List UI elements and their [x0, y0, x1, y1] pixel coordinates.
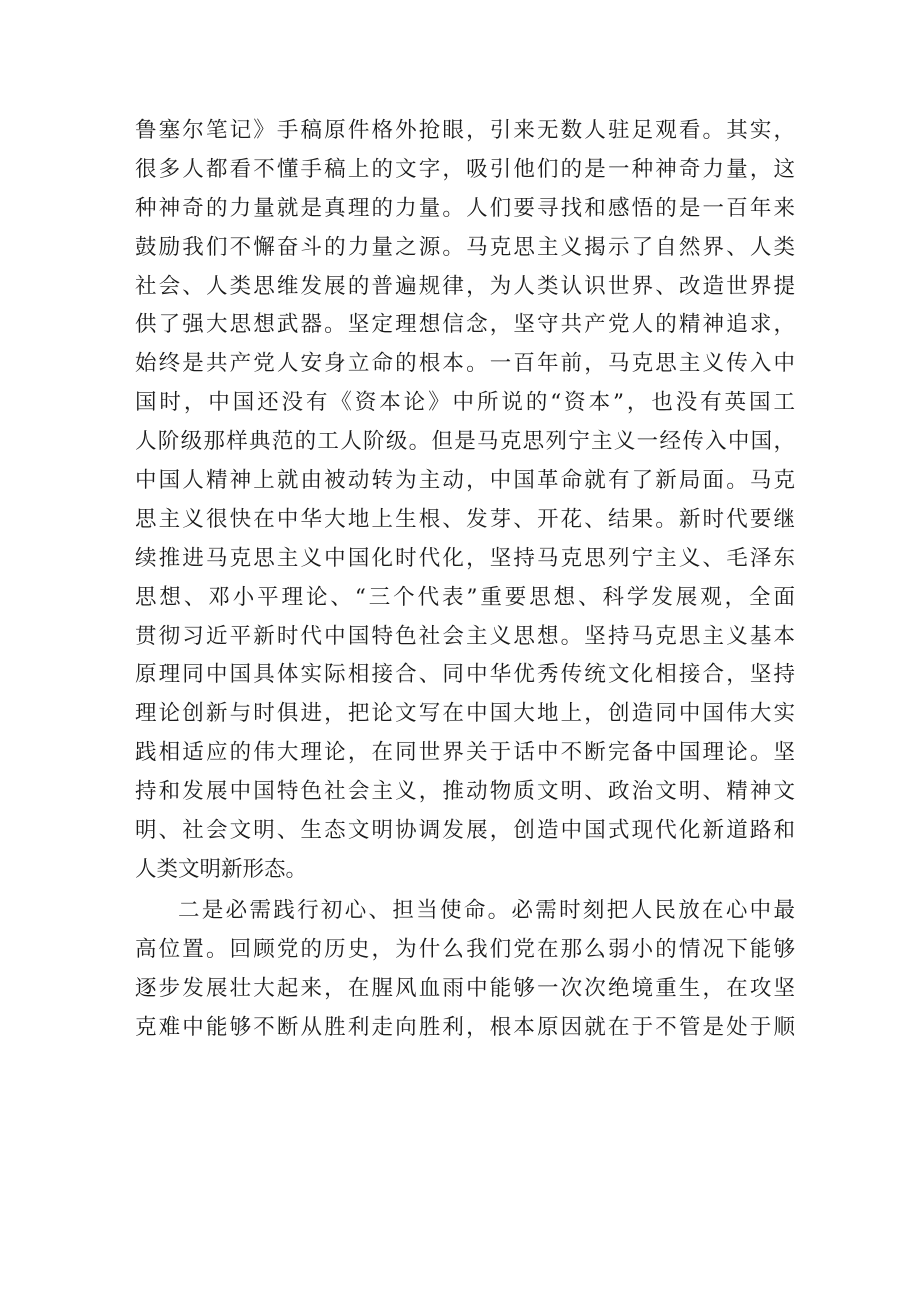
paragraph-1: [135, 112, 795, 890]
paragraph-line: 始终是共产党人安身立命的根本。一百年前，马克思主义传入中: [135, 351, 795, 377]
paragraph-line: 社会、人类思维发展的普遍规律，为人类认识世界、改造世界提: [135, 273, 795, 299]
paragraph-line: 思想、邓小平理论、“三个代表”重要思想、科学发展观，全面: [135, 584, 795, 610]
paragraph-2: [135, 892, 795, 1048]
paragraph-line: 高位置。回顾党的历史，为什么我们党在那么弱小的情况下能够: [135, 936, 795, 962]
paragraph-line: 持和发展中国特色社会主义，推动物质文明、政治文明、精神文: [135, 779, 795, 805]
paragraph-line: 人阶级那样典范的工人阶级。但是马克思列宁主义一经传入中国，: [135, 429, 795, 455]
paragraph-line: 供了强大思想武器。坚定理想信念，坚守共产党人的精神追求，: [135, 312, 795, 338]
paragraph-line: 国时，中国还没有《资本论》中所说的“资本”，也没有英国工: [135, 390, 795, 416]
paragraph-line: 鼓励我们不懈奋斗的力量之源。马克思主义揭示了自然界、人类: [135, 234, 795, 260]
paragraph-line: 中国人精神上就由被动转为主动，中国革命就有了新局面。马克: [135, 468, 795, 494]
paragraph-line: 克难中能够不断从胜利走向胜利，根本原因就在于不管是处于顺: [135, 1014, 795, 1040]
paragraph-line: 思主义很快在中华大地上生根、发芽、开花、结果。新时代要继: [135, 506, 795, 532]
paragraph-line: 践相适应的伟大理论，在同世界关于话中不断完备中国理论。坚: [135, 740, 795, 766]
paragraph-line: 贯彻习近平新时代中国特色社会主义思想。坚持马克思主义基本: [135, 623, 795, 649]
paragraph-line: 二是必需践行初心、担当使命。必需时刻把人民放在心中最: [178, 898, 795, 923]
paragraph-line: 很多人都看不懂手稿上的文字，吸引他们的是一种神奇力量，这: [135, 156, 795, 182]
paragraph-line: 续推进马克思主义中国化时代化，坚持马克思列宁主义、毛泽东: [135, 545, 795, 571]
paragraph-line: 人类文明新形态。: [135, 856, 308, 882]
paragraph-line: 理论创新与时俱进，把论文写在中国大地上，创造同中国伟大实: [135, 701, 795, 727]
paragraph-line: 原理同中国具体实际相接合、同中华优秀传统文化相接合，坚持: [135, 662, 795, 688]
paragraph-line: 逐步发展壮大起来，在腥风血雨中能够一次次绝境重生，在攻坚: [135, 975, 795, 1001]
paragraph-line: 明、社会文明、生态文明协调发展，创造中国式现代化新道路和: [135, 818, 795, 844]
paragraph-line: 鲁塞尔笔记》手稿原件格外抢眼，引来无数人驻足观看。其实，: [135, 118, 795, 143]
paragraph-line: 种神奇的力量就是真理的力量。人们要寻找和感悟的是一百年来: [135, 195, 795, 221]
